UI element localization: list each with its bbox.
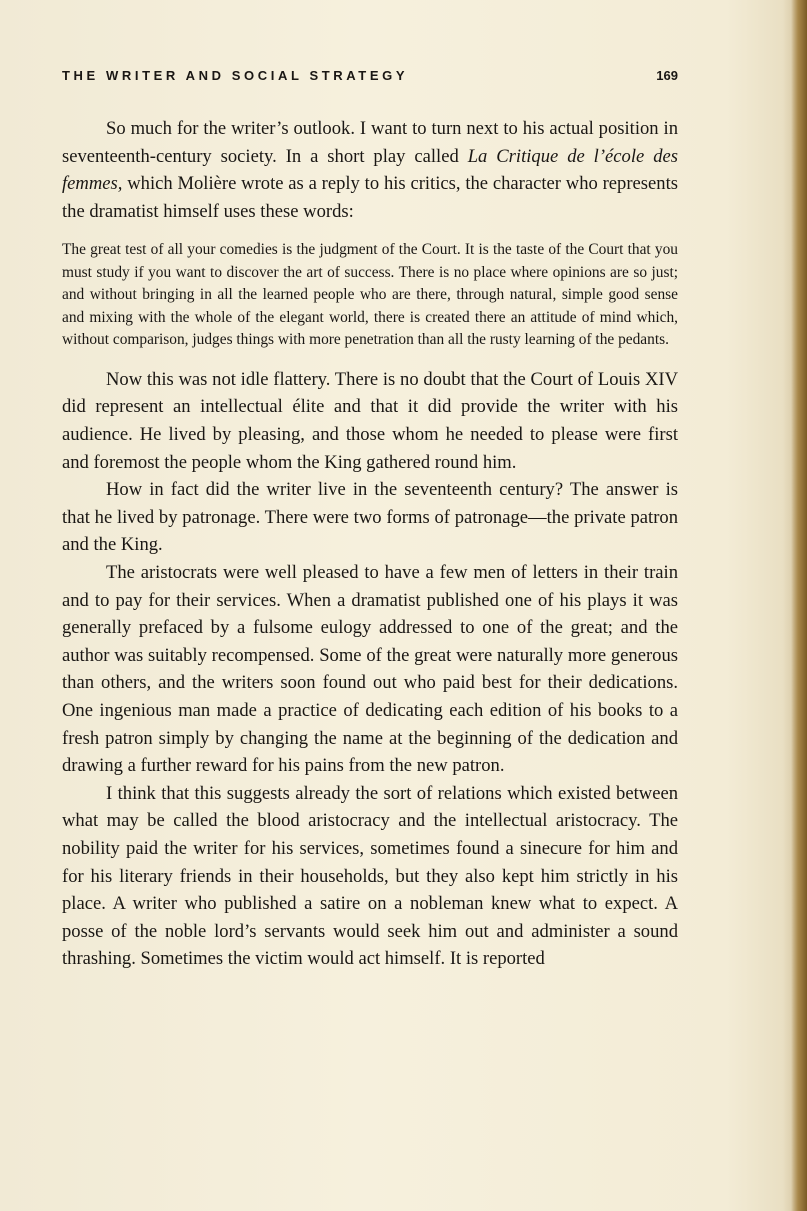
page-number: 169 <box>656 68 678 83</box>
book-page <box>62 0 678 1211</box>
paragraph-3: How in fact did the writer live in the seventeenth century? The answer is that he lived by patronage. There were two forms of patronage—the private patron and the King. <box>62 479 678 556</box>
paragraph-1-text-b: which Molière wrote as a reply to his critics, the character who represents the dramatist himself uses these words: <box>62 173 678 222</box>
play-title: La Critique de l’école des femmes, <box>62 145 678 195</box>
paragraph-5: I think that this suggests already the sort of relations which existed between what may be called the blood aristocracy and the intellectual aristocracy. The nobility paid the writer for his services, sometimes found a sinecure for him and for his literary friends in their households, but they also kept him strictly in his place. A writer who published a satire on a nobleman knew what to expect. A posse of the noble lord’s servants would seek him out and administer a sound thrashing. Sometimes the victim would act himself. It is reported <box>62 782 678 970</box>
running-title: THE WRITER AND SOCIAL STRATEGY <box>62 68 409 83</box>
paragraph-4: The aristocrats were well pleased to have a few men of letters in their train and to pay for their services. When a dramatist published one of his plays it was generally prefaced by a fulsome eulogy addressed to one of the great; and the author was suitably recompensed. Some of the great were naturally more generous than others, and the writers soon found out who paid best for their dedications. One ingenious man made a practice of dedicating each edition of his books to a fresh patron simply by changing the name at the beginning of the dedication and drawing a further reward for his pains from the new patron. <box>62 562 678 777</box>
paragraph-1 <box>62 115 678 225</box>
paragraph-1-text-a: So much for the writer’s outlook. I want to turn next to his actual position in seventeenth-century society. In a short play called <box>62 118 678 167</box>
body-text <box>62 115 678 973</box>
block-quote: The great test of all your comedies is the judgment of the Court. It is the taste of the Court that you must study if you want to discover the art of success. There is no place where opinions are so just; and without bringing in all the learned people who are there, through natural, simple good sense and mixing with the whole of the elegant world, there is created there an attitude of mind which, without comparison, judges things with more penetration than all the rusty learning of the pedants. <box>62 241 678 349</box>
running-head <box>62 68 678 88</box>
paragraph-2: Now this was not idle flattery. There is no doubt that the Court of Louis XIV did represent an intellectual élite and that it did provide the writer with his audience. He lived by pleasing, and those whom he needed to please were first and foremost the people whom the King gathered round him. <box>62 368 678 473</box>
page-edge <box>791 0 807 1211</box>
